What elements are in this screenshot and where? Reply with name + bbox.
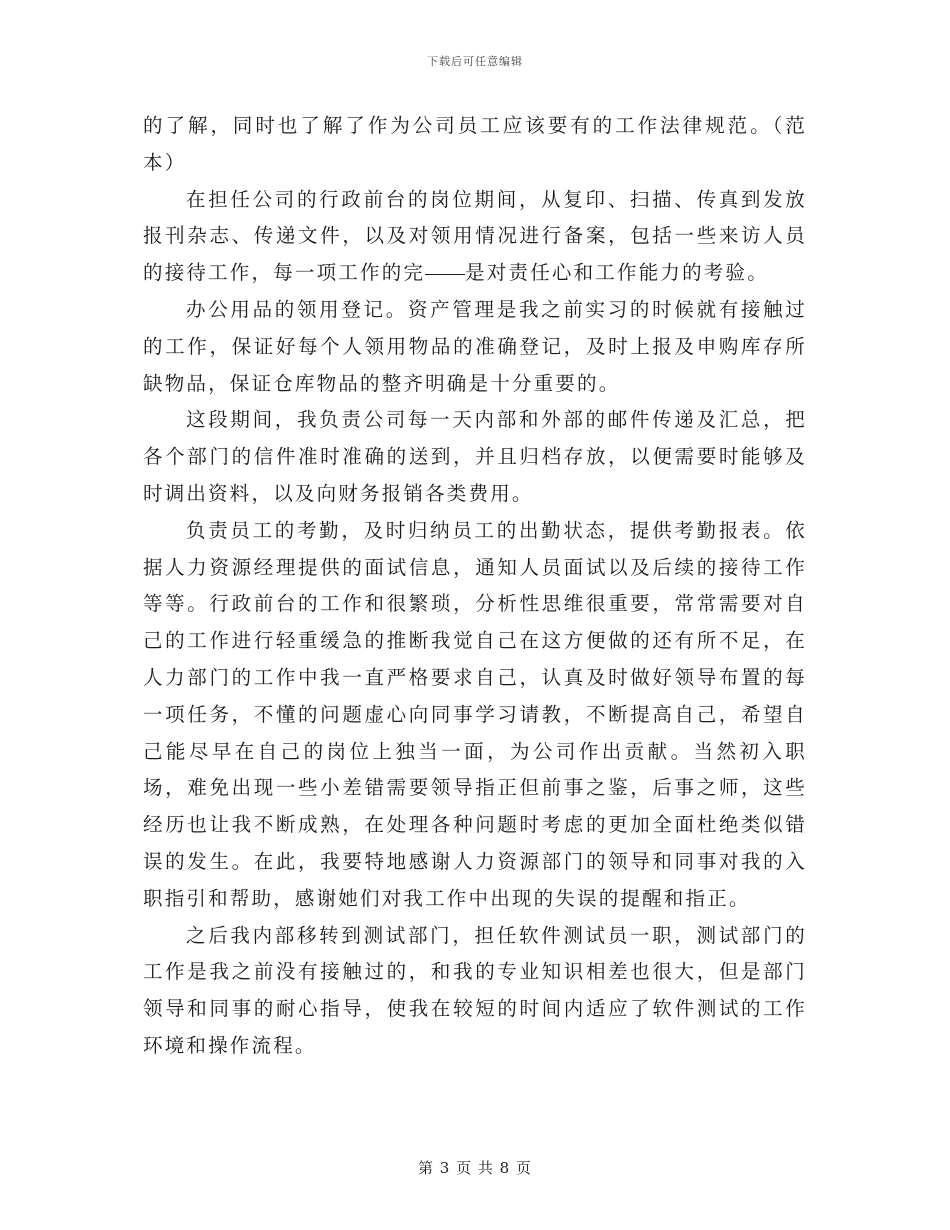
paragraph-4: 这段期间，我负责公司每一天内部和外部的邮件传递及汇总，把各个部门的信件准时准确的送到，并且归档存放，以便需要时能够及时调出资料，以及向财务报销各类费用。	[143, 408, 807, 505]
fill-in-blank	[425, 255, 465, 276]
paragraph-6: 之后我内部移转到测试部门，担任软件测试员一职，测试部门的工作是我之前没有接触过的，和我的专业知识相差也很大，但是部门领导和同事的耐心指导，使我在较短的时间内适应了软件测试的工作环境和操作流程。	[143, 923, 807, 1057]
page-header: 下载后可任意编辑	[427, 55, 523, 68]
paragraph-2-text-before-blank: 在担任公司的行政前台的岗位期间，从复印、扫描、传真到发放报刊杂志、传递文件，以及对领用情况进行备案，包括一些来访人员的接待工作，每一项工作的完	[143, 187, 807, 285]
paragraph-1: 的了解，同时也了解了作为公司员工应该要有的工作法律规范。（范本）	[143, 114, 807, 174]
page-number-footer: 第 3 页 共 8 页	[418, 1159, 532, 1177]
paragraph-2-text-after-blank: 是对责任心和工作能力的考验。	[465, 261, 769, 285]
paragraph-3: 办公用品的领用登记。资产管理是我之前实习的时候就有接触过的工作，保证好每个人领用物品的准确登记，及时上报及申购库存所缺物品，保证仓库物品的整齐明确是十分重要的。	[143, 297, 807, 395]
paragraph-5: 负责员工的考勤，及时归纳员工的出勤状态，提供考勤报表。依据人力资源经理提供的面试信息，通知人员面试以及后续的接待工作等等。行政前台的工作和很繁琐，分析性思维很重要，常常需要对自己的工作进行轻重缓急的推断我觉自己在这方便做的还有所不足，在人力部门的工作中我一直严格要求自己，认真及时做好领导布置的每一项任务，不懂的问题虚心向同事学习请教，不断提高自己，希望自己能尽早在自己的岗位上独当一面，为公司作出贡献。当然初入职场，难免出现一些小差错需要领导指正但前事之鉴，后事之师，这些经历也让我不断成熟，在处理各种问题时考虑的更加全面杜绝类似错误的发生。在此，我要特地感谢人力资源部门的领导和同事对我的入职指引和帮助，感谢她们对我工作中出现的失误的提醒和指正。	[143, 518, 807, 910]
document-body	[143, 108, 807, 1065]
paragraph-2	[143, 182, 807, 292]
